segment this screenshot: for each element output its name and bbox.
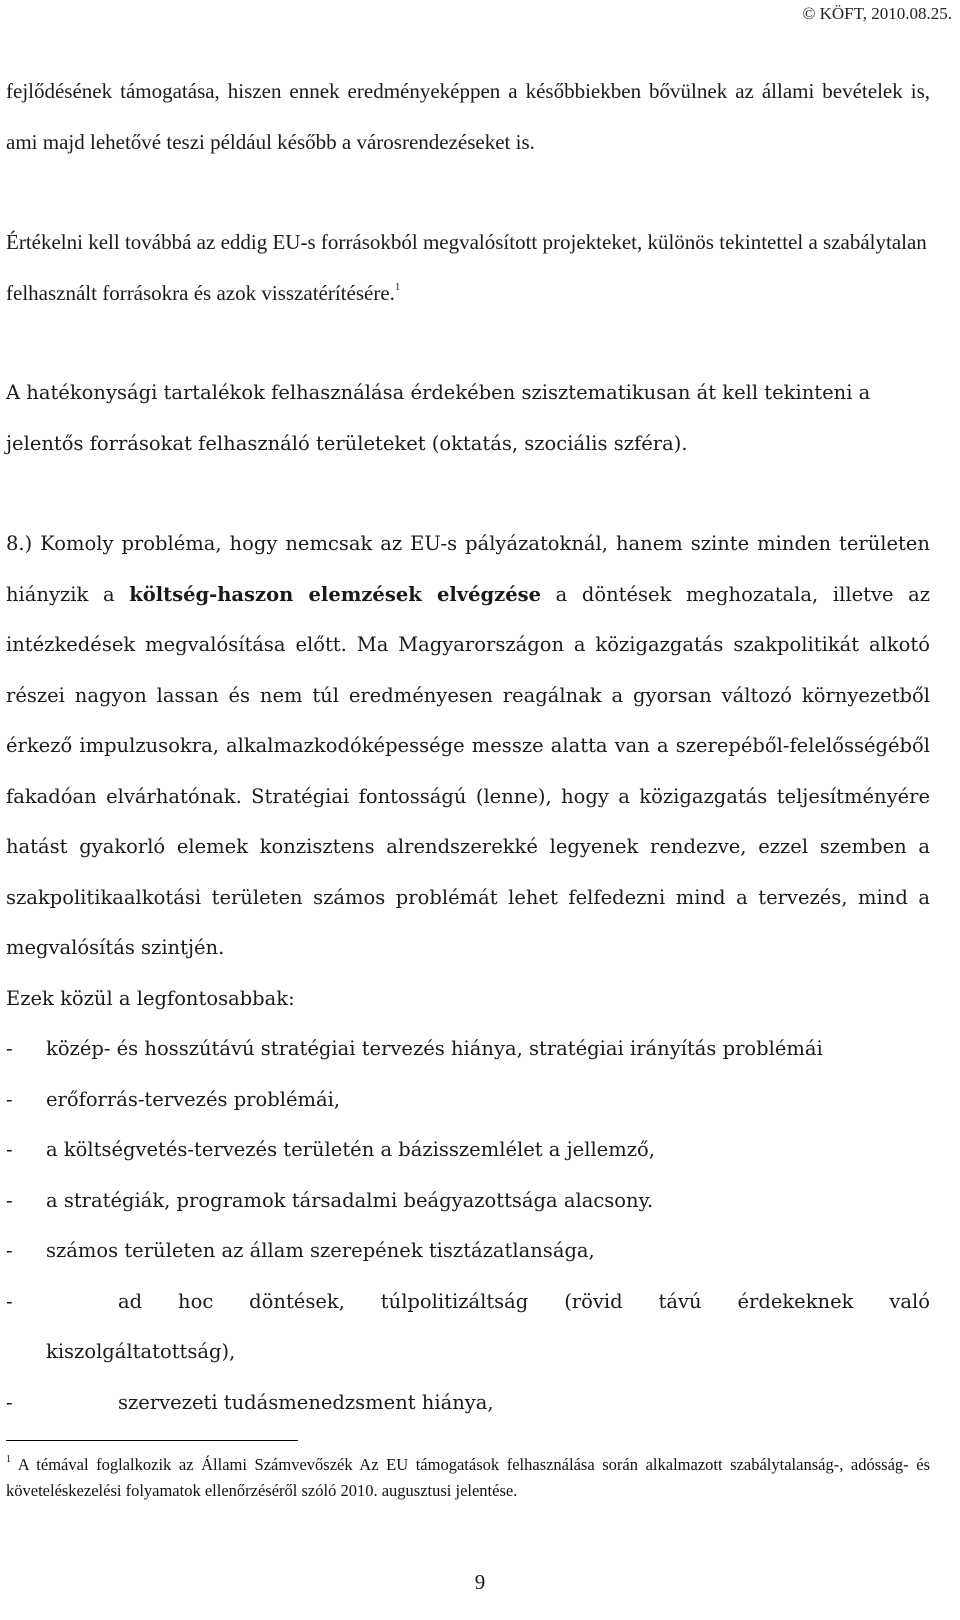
paragraph-4-text-b: a döntések meghozatala, illetve az intézkedések megvalósítása előtt. Ma Magyarországon a közigazgatás szakpolitikát alkotó részei nagyon lassan és nem túl eredményesen reagálnak a gyorsan változó környezetből érkező impulzusokra, alkalmazkodóképessége messze alatta van a szerepéből-felelősségéből fakadóan elvárhatónak. Stratégiai fontosságú (lenne), hogy a közigazgatás teljesítményére hatást gyakorló elemek konzisztens alrendszerekké legyenek rendezve, ezzel szemben a szakpolitikaalkotási területen számos problémát lehet felfedezni mind a tervezés, mind a megvalósítás szintjén. (6, 582, 931, 959)
paragraph-2 (6, 217, 930, 318)
list-dash: - (6, 1138, 13, 1161)
list-item (6, 1024, 930, 1075)
problem-list (6, 1024, 930, 1428)
list-item-text: számos területen az állam szerepének tisztázatlansága, (46, 1239, 595, 1262)
paragraph-5: Ezek közül a legfontosabbak: (6, 986, 295, 1010)
list-dash: - (6, 1188, 13, 1212)
list-item-text: a költségvetés-tervezés területén a bázisszemlélet a jellemző, (46, 1138, 655, 1161)
list-item (6, 1277, 930, 1378)
list-item-text-line-2: kiszolgáltatottság), (46, 1340, 236, 1363)
paragraph-1: fejlődésének támogatása, hiszen ennek eredményeképpen a későbbiekben bővülnek az állami bevételek is, ami majd lehetővé teszi például később a városrendezéseket is. (6, 79, 930, 154)
page-number: 9 (474, 1570, 486, 1594)
paragraph-3: A hatékonysági tartalékok felhasználása érdekében szisztematikusan át kell tekinteni a jelentős forrásokat felhasználó területeket (oktatás, szociális szféra). (6, 381, 871, 455)
list-item-text: a stratégiák, programok társadalmi beágyazottsága alacsony. (46, 1188, 654, 1212)
footnote-divider (6, 1440, 298, 1441)
list-item-text: erőforrás-tervezés problémái, (46, 1087, 341, 1111)
list-dash: - (6, 1037, 13, 1060)
list-item-text: közép- és hosszútávú stratégiai tervezés hiánya, stratégiai irányítás problémái (46, 1037, 823, 1060)
list-dash: - (6, 1087, 13, 1111)
paragraph-4-emphasis: költség-haszon elemzések elvégzése (129, 582, 541, 606)
list-dash: - (6, 1239, 13, 1262)
footnote-text: A témával foglalkozik az Állami Számvevőszék Az EU támogatások felhasználása során alkalmazott szabálytalanság-, adósság- és követeléskezelési folyamatok ellenőrzéséről szóló 2010. augusztusi jelentése. (6, 1455, 931, 1500)
footnote-reference[interactable]: 1 (394, 280, 401, 293)
paragraph-4-text-a: 8.) Komoly probléma, hogy nemcsak az EU-s pályázatoknál, hanem szinte minden területen hiányzik a (6, 532, 930, 606)
footnote (6, 1452, 930, 1504)
list-dash: - (6, 1390, 13, 1414)
list-item (6, 1176, 930, 1227)
list-item-text: szervezeti tudásmenedzsment hiánya, (118, 1390, 494, 1414)
list-item (6, 1125, 930, 1176)
page-header: © KÖFT, 2010.08.25. (802, 4, 952, 23)
paragraph-4 (6, 519, 930, 974)
list-item-text (46, 1277, 930, 1378)
list-dash: - (6, 1289, 13, 1313)
footnote-number: 1 (6, 1454, 11, 1465)
document-body (6, 66, 930, 1428)
list-item (6, 1075, 930, 1126)
list-item (6, 1226, 930, 1277)
list-item-text-line-1: ad hoc döntések, túlpolitizáltság (rövid távú érdekeknek való (118, 1289, 930, 1313)
paragraph-2-text: Értékelni kell továbbá az eddig EU-s forrásokból megvalósított projekteket, különös tekintettel a szabálytalan felhasznált forrásokra és azok visszatérítésére. (6, 230, 927, 305)
list-item (6, 1378, 930, 1429)
